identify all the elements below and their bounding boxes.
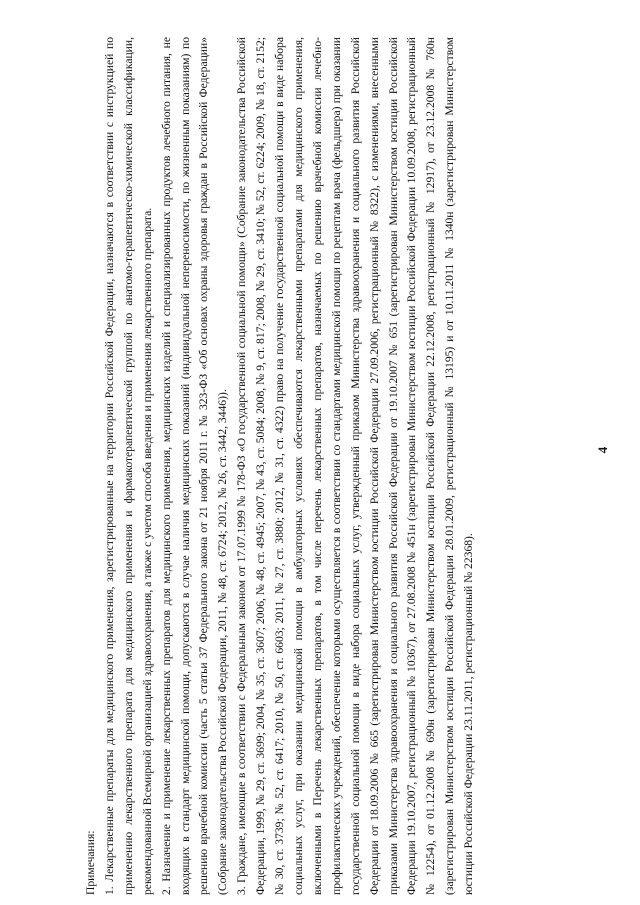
page-number: 4 bbox=[595, 446, 610, 454]
rotated-content bbox=[82, 37, 634, 895]
notes-heading: Примечания: bbox=[84, 830, 97, 895]
note-2: 2. Назначение и применение лекарственных препаратов для медицинского применения, медицинских изделий и специализированных продуктов лечебного питания, не входящих в стандарт медицинской помощи, допускаются в случае наличия медицинских показаний (индивидуальной непереносимости, по жизненным показаниям) по решению врачебной комиссии (часть 5 статьи 37 Федерального закона от 21 ноября 2011 г. № 323-ФЗ «Об основах охраны здоровья граждан в Российской Федерации» (Собрание законодательства Российской Федерации, 2011, № 48, ст. 6724; 2012, № 26, ст. 3442, 3446)). bbox=[159, 37, 230, 895]
note-3: 3. Граждане, имеющие в соответствии с Федеральным законом от 17.07.1999 № 178-ФЗ «О государственной социальной помощи» (Собрание законодательства Российской Федерации, 1999, № 29, ст. 3699; 2004, № 35, ст. 3607; 2006, № 48, ст. 4945; 2007, № 43, ст. 5084; 2008, № 9, ст. 817; 2008, № 29, ст. 3410; № 52, ст. 6224; 2009, № 18, ст. 2152; № 30, ст. 3739; № 52, ст. 6417; 2010, № 50, ст. 6603; 2011, № 27, ст. 3880; 2012, № 31, ст. 4322) право на получение государственной социальной помощи в виде набора социальных услуг, при оказании медицинской помощи в амбулаторных условиях обеспечиваются лекарственными препаратами для медицинского применения, включенными в Перечень лекарственных препаратов, в том числе перечень лекарственных препаратов, назначаемых по решению врачебной комиссии лечебно-профилактических учреждений, обеспечение которыми осуществляется в соответствии со стандартами медицинской помощи по рецептам врача (фельдшера) при оказании государственной социальной помощи в виде набора социальных услуг, утвержденный приказом Министерства здравоохранения и социального развития Российской Федерации от 18.09.2006 № 665 (зарегистрирован Министерством юстиции Российской Федерации 27.09.2006, регистрационный № 8322), с изменениями, внесенными приказами Министерства здравоохранения и социального развития Российской Федерации от 19.10.2007 № 651 (зарегистрирован Министерством юстиции Российской Федерации 19.10.2007, регистрационный № 10367), от 27.08.2008 № 451н (зарегистрирован Министерством юстиции Российской Федерации 10.09.2008, регистрационный № 12254), от 01.12.2008 № 690н (зарегистрирован Министерством юстиции Российской Федерации 22.12.2008, регистрационный № 12917), от 23.12.2008 № 760н (зарегистрирован Министерством юстиции Российской Федерации 28.01.2009, регистрационный № 13195) и от 10.11.2011 № 1340н (зарегистрирован Министерством юстиции Российской Федерации 23.11.2011, регистрационный № 22368). bbox=[235, 37, 476, 895]
note-1: 1. Лекарственные препараты для медицинского применения, зарегистрированные на территории Российской Федерации, назначаются в соответствии с инструкцией по применению лекарственного препарата для медицинского применения и фармакотерапевтической группой по анатомо-терапевтическо-химической классификации, рекомендованной Всемирной организацией здравоохранения, а также с учетом способа введения и применения лекарственного препарата. bbox=[102, 37, 154, 895]
notes-section bbox=[82, 37, 479, 895]
